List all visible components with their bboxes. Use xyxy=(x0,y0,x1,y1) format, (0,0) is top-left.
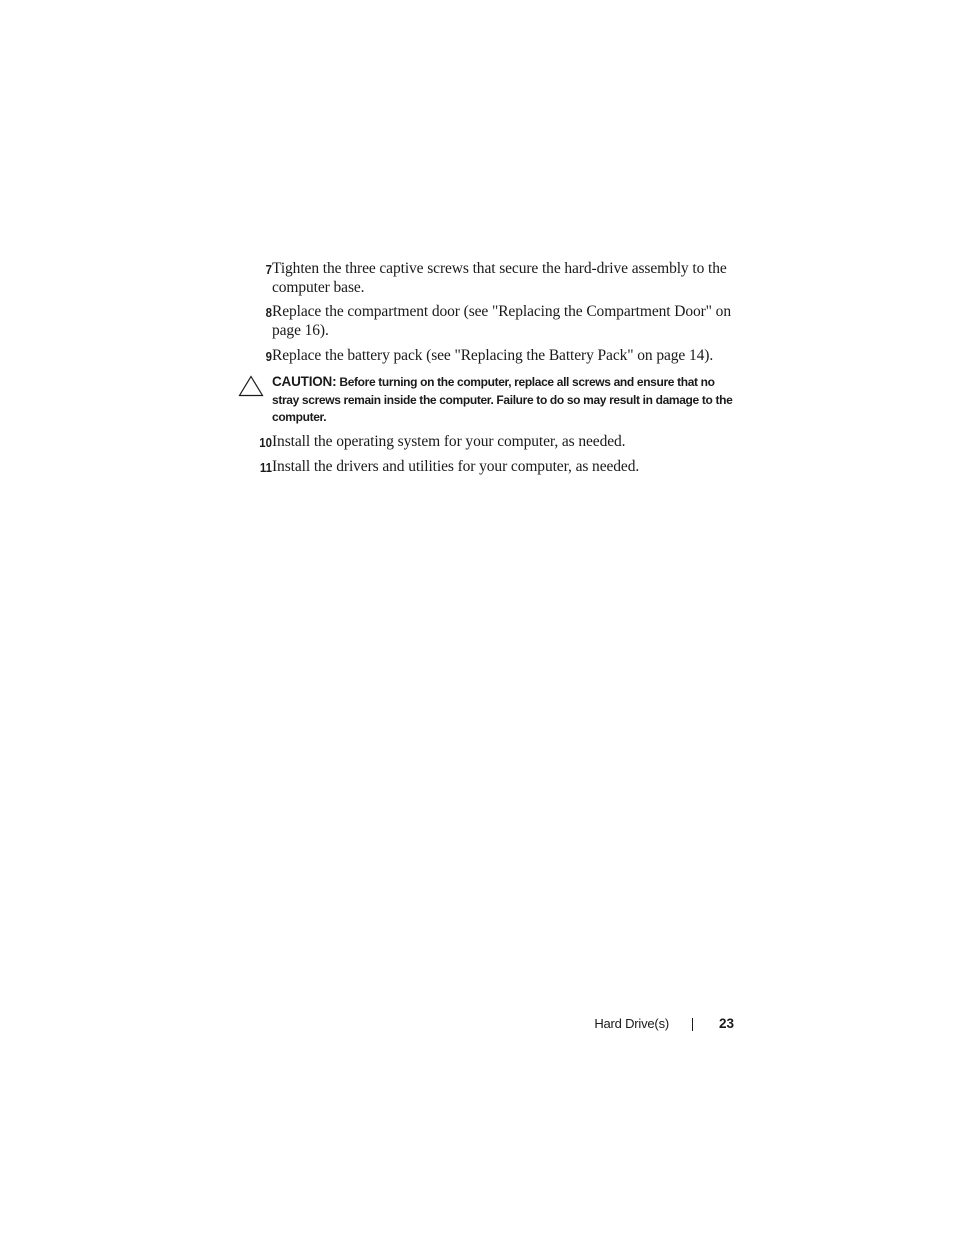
step-text: Install the drivers and utilities for your computer, as needed. xyxy=(272,458,640,475)
footer-divider xyxy=(692,1018,693,1031)
step-9 xyxy=(236,346,736,366)
step-7 xyxy=(236,259,736,296)
step-number: 9 xyxy=(265,349,272,364)
caution-label: CAUTION: xyxy=(272,374,337,389)
footer-section-title: Hard Drive(s) xyxy=(594,1016,669,1031)
step-number: 7 xyxy=(265,262,272,277)
step-8 xyxy=(236,302,736,339)
step-text: Replace the battery pack (see "Replacing the Battery Pack" on page 14). xyxy=(272,347,714,364)
step-number: 11 xyxy=(259,460,272,475)
step-text: Replace the compartment door (see "Replacing the Compartment Door" on page 16). xyxy=(272,303,731,339)
step-number: 10 xyxy=(259,435,272,450)
step-10 xyxy=(236,432,736,452)
step-text: Install the operating system for your computer, as needed. xyxy=(272,433,626,450)
caution-triangle-icon xyxy=(238,375,264,397)
step-11 xyxy=(236,457,736,477)
page-number: 23 xyxy=(718,1016,734,1031)
step-text: Tighten the three captive screws that secure the hard-drive assembly to the computer base. xyxy=(272,260,727,296)
page-footer xyxy=(560,1013,736,1035)
caution-message: Before turning on the computer, replace all screws and ensure that no stray screws remain inside the computer. Failure to do so may result in damage to the computer. xyxy=(272,375,733,424)
caution-text-block xyxy=(272,373,742,427)
step-number: 8 xyxy=(265,305,272,320)
